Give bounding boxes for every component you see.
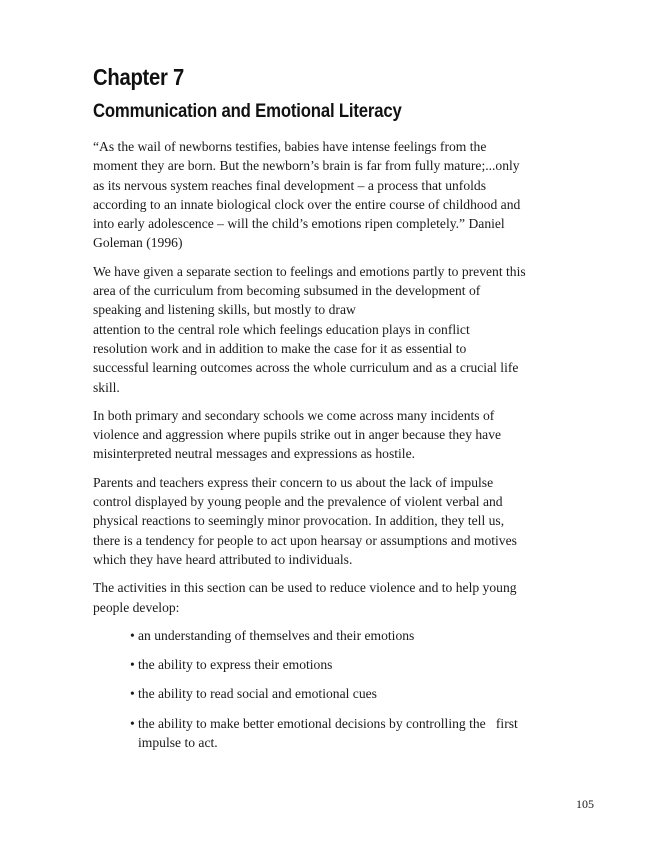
text-line: according to an innate biological clock over the entire course of childhood and xyxy=(93,196,521,212)
list-item xyxy=(130,655,593,674)
text-line: which they have heard attributed to individuals. xyxy=(93,551,353,567)
text-line: people develop: xyxy=(93,599,180,615)
text-line: physical reactions to seemingly minor provocation. In addition, they tell us, xyxy=(93,513,505,529)
page-number: 105 xyxy=(576,797,594,811)
paragraph-separate-section xyxy=(93,262,593,397)
text-line: successful learning outcomes across the whole curriculum and as a crucial life xyxy=(93,360,519,376)
text-line: The activities in this section can be used to reduce violence and to help young xyxy=(93,580,517,596)
body-text xyxy=(93,137,593,762)
paragraph-activities-intro xyxy=(93,578,593,617)
list-item-text: an understanding of themselves and their emotions xyxy=(138,627,415,643)
text-line: there is a tendency for people to act upon hearsay or assumptions and motives xyxy=(93,532,517,548)
text-line: We have given a separate section to feelings and emotions partly to prevent this xyxy=(93,263,526,279)
bullet-list xyxy=(93,626,593,752)
list-item xyxy=(130,684,593,703)
bullet-icon: • xyxy=(130,657,135,673)
text-line: moment they are born. But the newborn’s brain is far from fully mature;...only xyxy=(93,158,520,174)
text-line: attention to the central role which feelings education plays in conflict xyxy=(93,321,470,337)
text-line: misinterpreted neutral messages and expressions as hostile. xyxy=(93,446,416,462)
text-line: control displayed by young people and the prevalence of violent verbal and xyxy=(93,494,503,510)
bullet-icon: • xyxy=(130,715,135,731)
list-item xyxy=(130,714,593,753)
chapter-title: Chapter 7 xyxy=(93,64,184,90)
chapter-subtitle: Communication and Emotional Literacy xyxy=(93,101,402,122)
text-line: speaking and listening skills, but mostly to draw xyxy=(93,302,356,318)
text-line: Goleman (1996) xyxy=(93,235,183,251)
bullet-icon: • xyxy=(130,686,135,702)
text-line: Parents and teachers express their concern to us about the lack of impulse xyxy=(93,474,494,490)
text-line: as its nervous system reaches final development – a process that unfolds xyxy=(93,177,486,193)
text-line: In both primary and secondary schools we come across many incidents of xyxy=(93,407,495,423)
text-line: into early adolescence – will the child’s emotions ripen completely.” Daniel xyxy=(93,216,505,232)
paragraph-parents-teachers xyxy=(93,473,593,569)
list-item-text: the ability to read social and emotional cues xyxy=(138,686,377,702)
paragraph-schools xyxy=(93,406,593,464)
text-line: skill. xyxy=(93,379,120,395)
text-line: “As the wail of newborns testifies, babies have intense feelings from the xyxy=(93,139,487,154)
text-line: area of the curriculum from becoming subsumed in the development of xyxy=(93,283,481,299)
text-line: resolution work and in addition to make the case for it as essential to xyxy=(93,340,467,356)
text-line: violence and aggression where pupils strike out in anger because they have xyxy=(93,427,502,443)
list-item xyxy=(130,626,593,645)
paragraph-quote xyxy=(93,137,593,253)
list-item-text: the ability to express their emotions xyxy=(138,657,333,673)
bullet-icon: • xyxy=(130,627,135,643)
list-item-text: impulse to act. xyxy=(138,735,218,751)
list-item-text: the ability to make better emotional decisions by controlling the first xyxy=(138,715,518,731)
